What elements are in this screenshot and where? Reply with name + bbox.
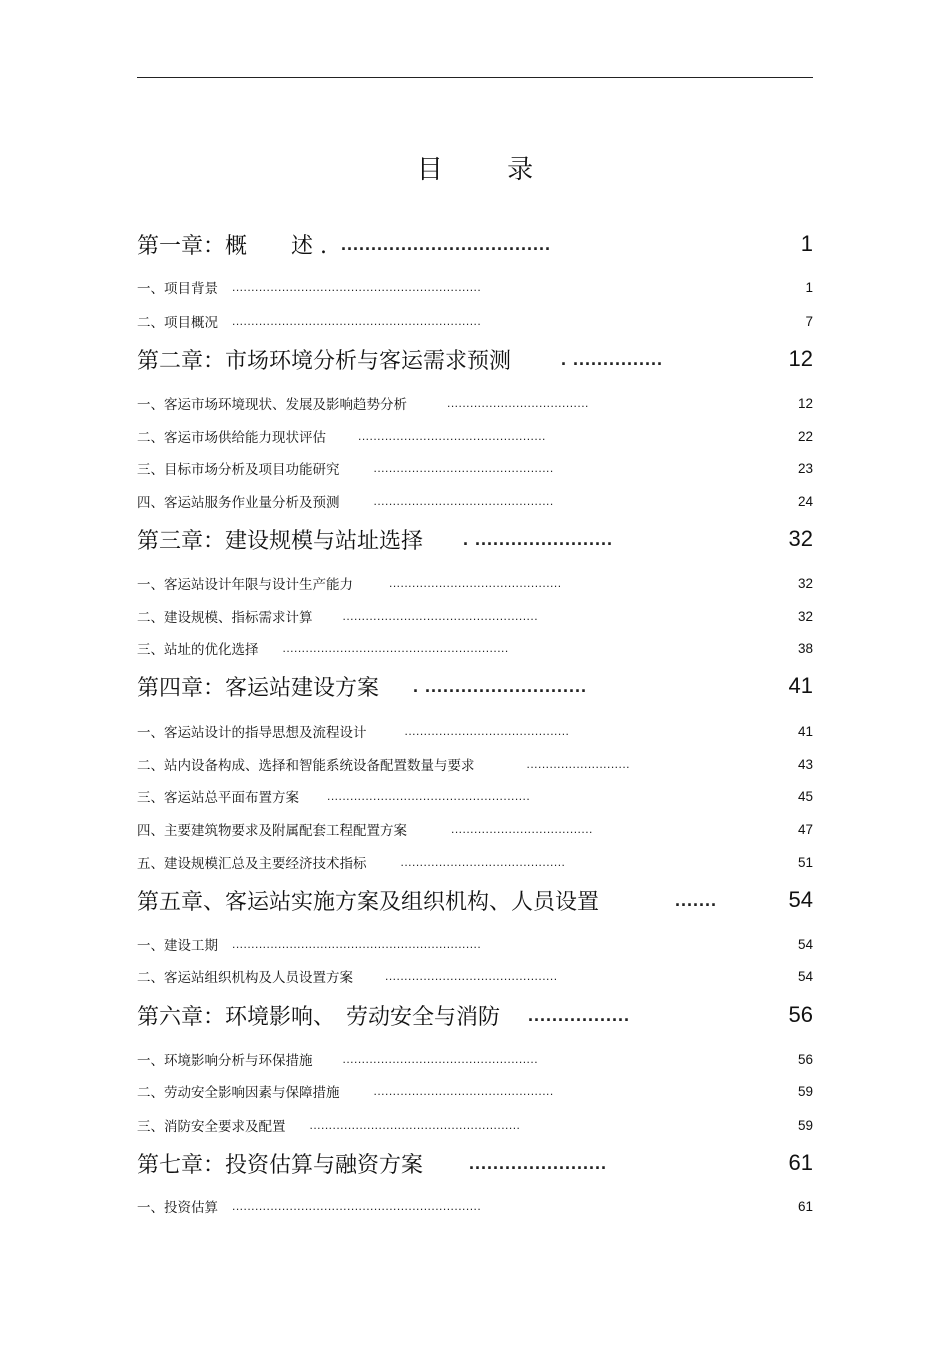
toc-entry-text: 二、客运站组织机构及人员设置方案 — [137, 970, 353, 986]
toc-entry-text: 二、建设规模、指标需求计算 — [137, 610, 313, 626]
toc-leader-dots: ................................................................. — [232, 314, 482, 328]
toc-entry-text: 一、客运市场环境现状、发展及影响趋势分析 — [137, 397, 407, 413]
toc-title: 目 录 — [416, 155, 562, 185]
toc-section[interactable] — [137, 453, 813, 483]
toc-page-number: 54 — [797, 968, 813, 984]
toc-page-number: 61 — [797, 1198, 813, 1214]
toc-leader-dots: ............................................. — [385, 969, 558, 983]
toc-section[interactable] — [137, 1191, 813, 1221]
toc-entry-text: 一、项目背景 — [137, 281, 218, 297]
toc-entry-text: 三、消防安全要求及配置 — [137, 1119, 286, 1135]
toc-leader-dots: ................................................................. — [232, 1199, 482, 1213]
toc-leader-dots: ................. — [528, 1004, 631, 1025]
toc-entry-text: 第七章：投资估算与融资方案 — [137, 1152, 424, 1178]
toc-page-number: 32 — [797, 575, 813, 591]
toc-page-number: 1 — [805, 279, 813, 295]
toc-page-number: 7 — [805, 313, 813, 329]
toc-entry-text: 第二章：市场环境分析与客运需求预测 — [137, 348, 512, 374]
toc-page-number: 38 — [797, 640, 813, 656]
toc-section[interactable] — [137, 1044, 813, 1074]
toc-leader-dots: . ....................... — [463, 528, 614, 549]
toc-page-number: 56 — [788, 1002, 813, 1027]
toc-leader-dots: ............................................... — [373, 461, 554, 475]
toc-section[interactable] — [137, 633, 813, 663]
toc-leader-dots: ................................... — [341, 233, 552, 254]
toc-page-number: 23 — [797, 460, 813, 476]
toc-leader-dots: ..................................................... — [327, 789, 531, 803]
toc-entry-text: 二、项目概况 — [137, 315, 218, 331]
toc-page-number: 24 — [797, 493, 813, 509]
toc-entry-text: 一、建设工期 — [137, 938, 218, 954]
toc-section[interactable] — [137, 961, 813, 991]
toc-section[interactable] — [137, 749, 813, 779]
toc-entry-text: 四、客运站服务作业量分析及预测 — [137, 495, 340, 511]
toc-page-number: 54 — [788, 887, 813, 912]
toc-page-number: 61 — [788, 1150, 813, 1175]
toc-chapter[interactable] — [137, 1145, 813, 1181]
toc-leader-dots: ........................................... — [404, 724, 570, 738]
toc-leader-dots: ................................................. — [358, 429, 546, 443]
toc-entry-text: 三、客运站总平面布置方案 — [137, 790, 299, 806]
toc-leader-dots: ....................................................... — [309, 1118, 521, 1132]
toc-entry-text: 五、建设规模汇总及主要经济技术指标 — [137, 856, 367, 872]
toc-page-number: 56 — [797, 1051, 813, 1067]
toc-leader-dots: ............................................... — [373, 1084, 554, 1098]
toc-page-number: 32 — [788, 526, 813, 551]
toc-page-number: 32 — [797, 608, 813, 624]
toc-leader-dots: ........................................................... — [282, 641, 509, 655]
toc-leader-dots: ........................... — [526, 757, 631, 771]
toc-chapter[interactable] — [137, 341, 813, 377]
toc-section[interactable] — [137, 421, 813, 451]
toc-leader-dots: ................................................... — [342, 609, 539, 623]
toc-section[interactable] — [137, 1110, 813, 1140]
toc-entry-text: 二、客运市场供给能力现状评估 — [137, 430, 326, 446]
toc-page-number: 41 — [788, 673, 813, 698]
toc-page-number: 59 — [797, 1083, 813, 1099]
toc-page-number: 51 — [797, 854, 813, 870]
toc-chapter[interactable] — [137, 882, 813, 918]
toc-entry-text: 一、客运站设计的指导思想及流程设计 — [137, 725, 367, 741]
toc-page-number: 12 — [797, 395, 813, 411]
toc-leader-dots: . ............... — [561, 348, 664, 369]
toc-page-number: 59 — [797, 1117, 813, 1133]
toc-section[interactable] — [137, 716, 813, 746]
toc-entry-text: 第四章：客运站建设方案 — [137, 675, 380, 701]
toc-section[interactable] — [137, 847, 813, 877]
toc-section[interactable] — [137, 814, 813, 844]
toc-entry-text: 一、客运站设计年限与设计生产能力 — [137, 577, 353, 593]
toc-leader-dots: ..................................... — [451, 822, 593, 836]
toc-leader-dots: ................................................................. — [232, 280, 482, 294]
toc-page-number: 1 — [800, 231, 813, 256]
toc-entry-text: 一、投资估算 — [137, 1200, 218, 1216]
toc-leader-dots: ....................... — [469, 1152, 608, 1173]
toc-page-number: 47 — [797, 821, 813, 837]
toc-section[interactable] — [137, 1076, 813, 1106]
toc-entry-text: 第五章、客运站实施方案及组织机构、人员设置 — [137, 889, 600, 915]
toc-entry-text: 三、站址的优化选择 — [137, 642, 259, 658]
toc-leader-dots: . ........................... — [413, 675, 588, 696]
toc-entry-text: 四、主要建筑物要求及附属配套工程配置方案 — [137, 823, 407, 839]
toc-page-number: 54 — [797, 936, 813, 952]
toc-section[interactable] — [137, 601, 813, 631]
toc-section[interactable] — [137, 388, 813, 418]
toc-entry-text: 一、环境影响分析与环保措施 — [137, 1053, 313, 1069]
toc-leader-dots: ....... — [675, 889, 718, 910]
toc-entry-text: 第一章：概 述 . — [137, 233, 327, 259]
toc-leader-dots: ................................................... — [342, 1052, 539, 1066]
toc-section[interactable] — [137, 486, 813, 516]
toc-entry-text: 三、目标市场分析及项目功能研究 — [137, 462, 340, 478]
toc-leader-dots: ............................................. — [389, 576, 562, 590]
toc-entry-text: 二、站内设备构成、选择和智能系统设备配置数量与要求 — [137, 758, 475, 774]
toc-page-number: 41 — [797, 723, 813, 739]
toc-entry-text: 二、劳动安全影响因素与保障措施 — [137, 1085, 340, 1101]
header-rule — [137, 77, 813, 78]
toc-leader-dots: ........................................... — [400, 855, 566, 869]
toc-section[interactable] — [137, 306, 813, 336]
toc-chapter[interactable] — [137, 668, 813, 704]
toc-leader-dots: ................................................................. — [232, 937, 482, 951]
toc-leader-dots: ..................................... — [447, 396, 589, 410]
toc-chapter[interactable] — [137, 997, 813, 1033]
toc-chapter[interactable] — [137, 521, 813, 557]
toc-page-number: 12 — [788, 346, 813, 371]
toc-section[interactable] — [137, 272, 813, 302]
toc-section[interactable] — [137, 781, 813, 811]
toc-section[interactable] — [137, 568, 813, 598]
toc-entry-text: 第六章：环境影响、 劳动安全与消防 — [137, 1004, 501, 1030]
toc-section[interactable] — [137, 929, 813, 959]
toc-page-number: 45 — [797, 788, 813, 804]
toc-entry-text: 第三章：建设规模与站址选择 — [137, 528, 424, 554]
toc-leader-dots: ............................................... — [373, 494, 554, 508]
toc-page-number: 22 — [797, 428, 813, 444]
toc-page-number: 43 — [797, 756, 813, 772]
toc-chapter[interactable] — [137, 226, 813, 262]
